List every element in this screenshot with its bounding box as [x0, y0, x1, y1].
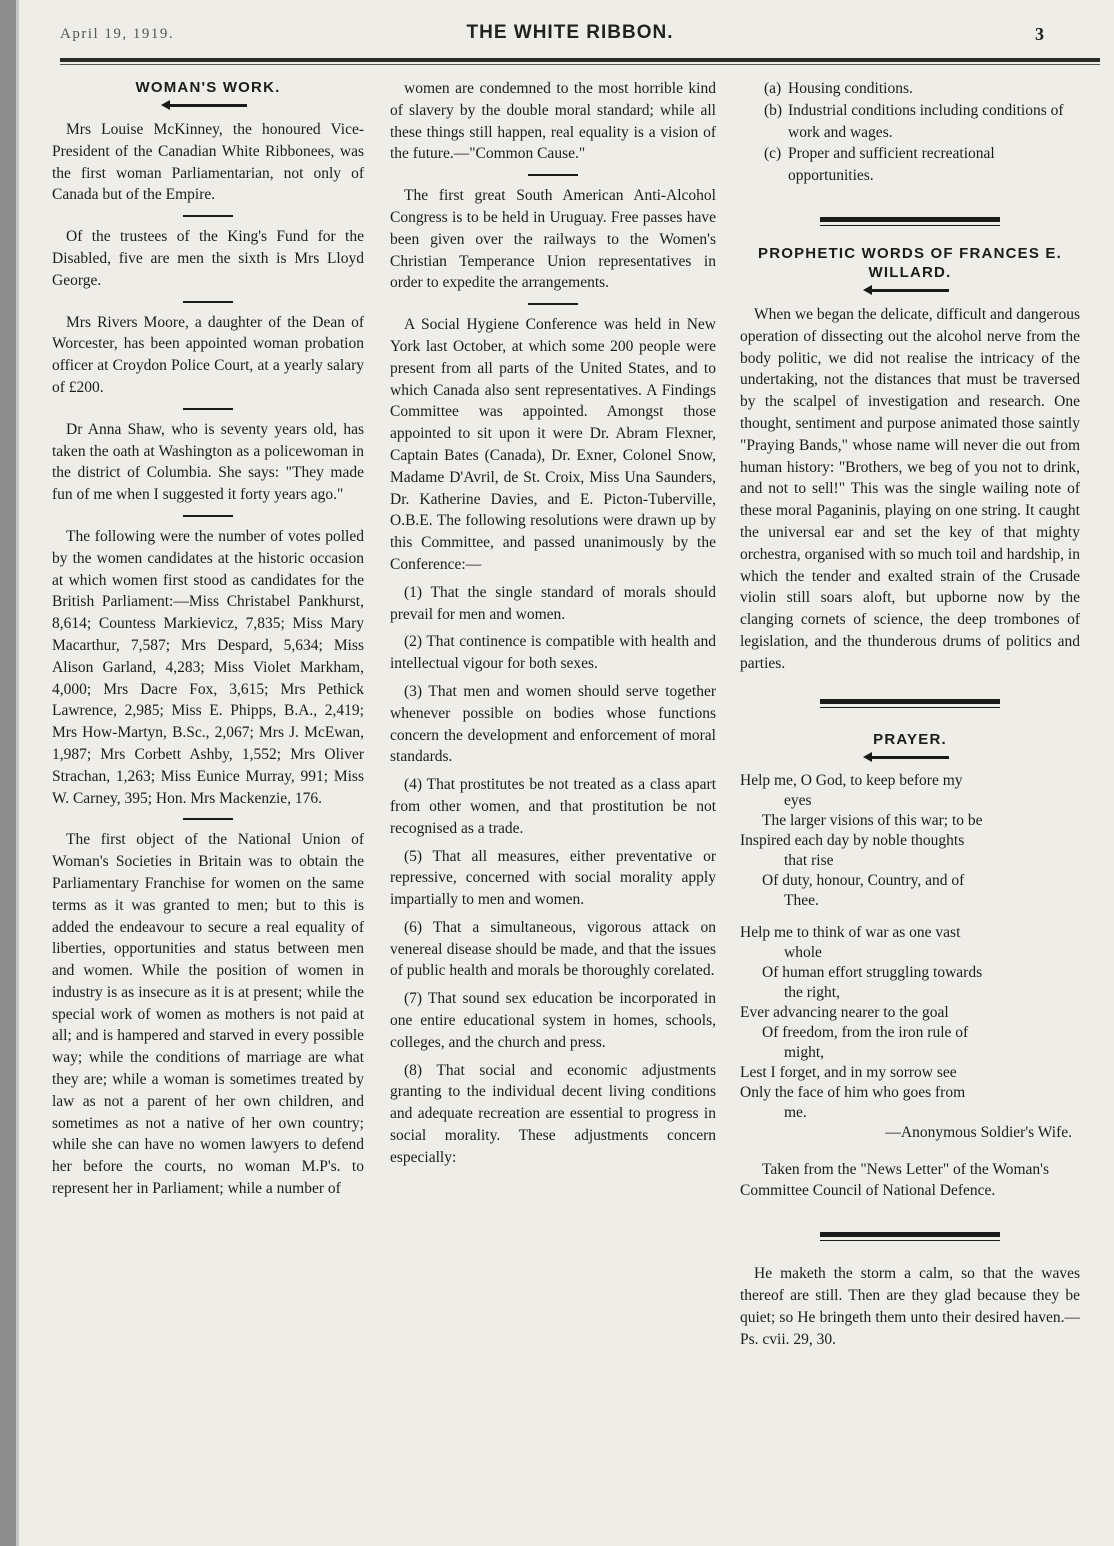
paragraph-willard: When we began the delicate, difficult and dangerous operation of dissecting out the alcohol nerve from the body politic, we did not realise the intricacy of the undertaking, not the distances that must be traversed by the scalpel of investigation and research. One thought, sentiment and purpose animated those saintly "Praying Bands," whose name will never die out from human history: "Brothers, we beg of you not to drink, and not to sell!" This was the single wailing note of these moral Paganinis, playing on one string. It caught the universal ear and set the key of that mighty orchestra, organised with so much toil and hardship, in which the tender and exalted strain of the Crusade violin still soars aloft, but upborne now by the clanging cornets of science, the deep trombones of legislation, and the thunderous drums of politics and parties. [740, 305, 1080, 672]
page-header [50, 22, 1090, 52]
resolution-5: (5) That all measures, either preventative or repressive, concerned with social morality apply impartially to men and women. [390, 847, 716, 909]
paragraph-anti-alcohol-congress: The first great South American Anti-Alcohol Congress is to be held in Uruguay. Free passes have been given over the railways to the Women's Christian Temperance Union representatives in order to expedite the arrangements. [390, 187, 716, 292]
poem-line: Lest I forget, and in my sorrow see [740, 1063, 957, 1081]
poem-line: Of human effort struggling towards [762, 963, 983, 981]
section-double-rule [820, 1232, 1000, 1241]
resolution-3: (3) That men and women should serve together whenever possible on bodies whose functions concern the development and enforcement of moral standards. [390, 682, 716, 766]
poem-line: that rise [784, 851, 834, 869]
list-text: Proper and sufficient recreational opportunities. [788, 145, 995, 185]
rule-divider [183, 215, 233, 217]
poem-stanza [740, 923, 1080, 1143]
poem-line: Thee. [784, 891, 819, 909]
resolution-2: (2) That continence is compatible with health and intellectual vigour for both sexes. [390, 633, 716, 673]
rule-divider [528, 303, 578, 305]
poem-attribution: —Anonymous Soldier's Wife. [885, 1123, 1072, 1141]
paragraph-rivers-moore: Mrs Rivers Moore, a daughter of the Dean of Worcester, has been appointed woman probation officer at Croydon Police Court, at a yearly salary of £200. [52, 313, 364, 396]
poem-line: might, [784, 1043, 825, 1061]
list-text: Housing conditions. [788, 80, 913, 97]
rule-divider [183, 408, 233, 410]
resolution-4: (4) That prostitutes be not treated as a class apart from other women, and that prostitution be not recognised as a trade. [390, 776, 716, 837]
arrow-divider-icon [871, 289, 949, 292]
list-label: (a) [764, 80, 782, 97]
poem-line: Only the face of him who goes from [740, 1083, 966, 1101]
resolution-1: (1) That the single standard of morals should prevail for men and women. [390, 583, 716, 623]
list-label: (b) [764, 101, 783, 119]
poem-line: me. [784, 1103, 807, 1121]
paragraph-common-cause: women are condemned to the most horrible kind of slavery by the double moral standard; while all these things still happen, real equality is a vision of the future.—"Common Cause." [390, 80, 716, 163]
section-heading-womans-work: WOMAN'S WORK. [135, 79, 281, 96]
adjustments-list [740, 78, 1080, 187]
paragraph-psalm: He maketh the storm a calm, so that the waves thereof are still. Then are they glad because they be quiet; so He bringeth them unto their desired haven.—Ps. cvii. 29, 30. [740, 1265, 1080, 1348]
list-item [740, 78, 1080, 100]
poem-line: Inspired each day by noble thoughts [740, 831, 965, 849]
poem-line: Help me, O God, to keep before my [740, 771, 963, 789]
poem-line: whole [784, 943, 822, 961]
list-text: Industrial conditions including conditions of work and wages. [788, 101, 1064, 141]
arrow-divider-icon [871, 756, 949, 759]
paragraph-national-union: The first object of the National Union of Woman's Societies in Britain was to obtain the Parliamentary Franchise for women on the same terms as it was granted to men; but to this is added the endeavour to secure a real equality of liberties, opportunities and status between men and women. While the position of women in industry is as insecure as it is at present; while the special work of women as mothers is not paid at all; and is hampered and starved in every possible way; while the conditions of marriage are what they are; while a woman is sometimes treated by law as not a parent of her own children, and sometimes as not a native of her own country; while she can have no women lawyers to defend her before the courts, no woman M.P's. to represent her in Parliament; while a number of [52, 831, 364, 1198]
paragraph-social-hygiene: A Social Hygiene Conference was held in New York last October, at which some 200 people were present from all parts of the United States, and to which Canada also sent representatives. A Findings Committee was appointed. Amongst those appointed to sit upon it were Dr. Abram Flexner, Captain Bates (Canada), Dr. Exner, Colonel Snow, Madame D'Avril, de St. Croix, Miss Una Saunders, Dr. Katherine Davies, and E. Picton-Tuberville, O.B.E. The following resolutions were drawn up by this Committee, and passed unanimously by the Conference:— [390, 316, 716, 573]
section-double-rule [820, 699, 1000, 708]
page-number: 3 [1035, 24, 1044, 44]
issue-date: April 19, 1919. [60, 26, 175, 42]
rule-divider [183, 301, 233, 303]
page-edge-shadow [0, 0, 16, 1546]
paragraph-votes-polled: The following were the number of votes polled by the women candidates at the historic occasion at which women first stood as candidates for the British Parliament:—Miss Christabel Pankhurst, 8,614; Countess Markievicz, 7,835; Miss Mary Macarthur, 7,587; Mrs Despard, 5,634; Miss Alison Garland, 4,283; Miss Violet Markham, 4,000; Mrs Dacre Fox, 3,615; Mrs Pethick Lawrence, 2,985; Miss E. Phipps, B.A., 2,419; Mrs How-Martyn, B.Sc., 2,067; Mrs J. McEwan, 1,987; Mrs Corbett Ashby, 1,552; Mrs Oliver Strachan, 1,263; Miss Eunice Murray, 991; Miss W. Carney, 395; Hon. Mrs Mackenzie, 176. [52, 527, 364, 807]
poem-line: The larger visions of this war; to be [762, 811, 983, 829]
poem-line: Ever advancing nearer to the goal [740, 1003, 949, 1021]
column-1 [52, 78, 364, 1206]
poem-line: Help me to think of war as one vast [740, 923, 961, 941]
list-label: (c) [764, 145, 782, 163]
paragraph-mckinney: Mrs Louise McKinney, the honoured Vice-President of the Canadian White Ribbonees, was the first woman Parliamentarian, not only of Canada but of the Empire. [52, 121, 364, 204]
resolution-7: (7) That sound sex education be incorporated in one entire educational system in homes, schools, colleges, and the church and press. [390, 990, 716, 1051]
section-heading-prophetic-words: PROPHETIC WORDS OF FRANCES E. WILLARD. [758, 244, 1062, 281]
poem-line: eyes [784, 791, 812, 809]
prayer-poem [740, 771, 1080, 1143]
list-item [740, 100, 1080, 144]
resolution-6: (6) That a simultaneous, vigorous attack on venereal disease should be made, and that the issues of public health and morals be thoroughly corelated. [390, 918, 716, 980]
resolution-8: (8) That social and economic adjustments granting to the individual decent living conditions and adequate recreation are essential to progress in social morality. These adjustments concern especially: [390, 1061, 716, 1166]
header-rule-thin [60, 64, 1100, 65]
header-rule [60, 58, 1100, 62]
rule-divider [528, 174, 578, 176]
column-2 [390, 78, 716, 1175]
page-edge-highlight [16, 0, 19, 1546]
section-double-rule [820, 217, 1000, 226]
arrow-divider-icon [169, 104, 247, 107]
rule-divider [183, 818, 233, 820]
paragraph-kings-fund: Of the trustees of the King's Fund for the Disabled, five are men the sixth is Mrs Lloyd George. [52, 228, 364, 289]
poem-line: the right, [784, 983, 840, 1001]
poem-stanza [740, 771, 1080, 911]
poem-line: Of duty, honour, Country, and of [762, 871, 965, 889]
column-3 [740, 78, 1080, 1350]
paragraph-anna-shaw: Dr Anna Shaw, who is seventy years old, has taken the oath at Washington as a policewoman in the district of Columbia. She says: "They made fun of me when I suggested it forty years ago." [52, 420, 364, 504]
poem-line: Of freedom, from the iron rule of [762, 1023, 969, 1041]
section-heading-prayer: PRAYER. [873, 730, 947, 748]
newspaper-title: THE WHITE RIBBON. [466, 22, 674, 43]
rule-divider [183, 515, 233, 517]
paragraph-news-letter-source: Taken from the "News Letter" of the Woman's Committee Council of National Defence. [740, 1160, 1050, 1200]
list-item [740, 143, 1080, 187]
